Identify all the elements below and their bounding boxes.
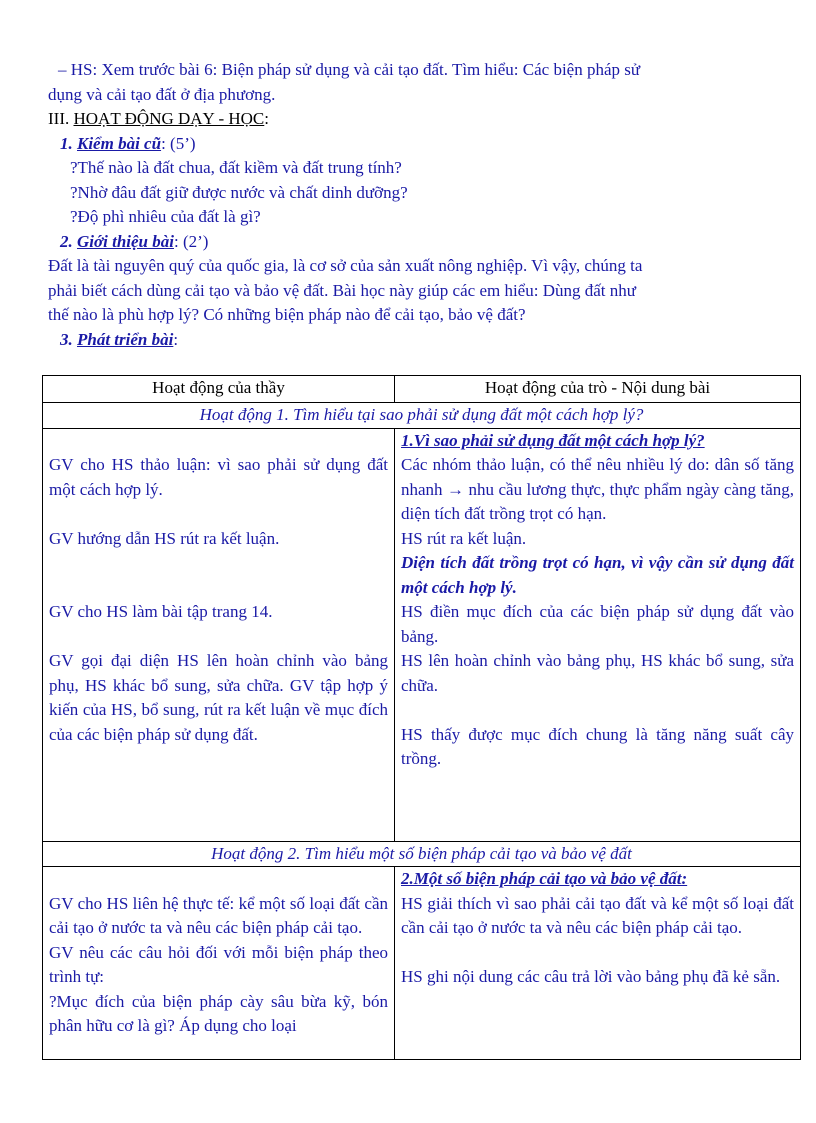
- subsection-1-time: : (5’): [161, 133, 196, 153]
- activity-1-student-cell: [395, 428, 801, 841]
- activity-1-teacher-cell: [43, 428, 395, 841]
- activity-1-title-row: [43, 403, 801, 429]
- subsection-1-title: Kiểm bài cũ: [77, 133, 162, 153]
- section-heading: [48, 107, 778, 132]
- teacher-step: GV cho HS liên hệ thực tế: kể một số loại đất cần cải tạo ở nước ta và nêu các biện pháp cải tạo.: [49, 893, 388, 937]
- prep-line-2: dụng và cải tạo đất ở địa phương.: [48, 84, 276, 104]
- subsection-1-number: 1.: [60, 133, 77, 153]
- activity-2-content-row: [43, 867, 801, 1060]
- intro-paragraph-line-1: Đất là tài nguyên quý của quốc gia, là cơ sở của sản xuất nông nghiệp. Vì vậy, chúng ta: [48, 256, 643, 275]
- student-response: HS ghi nội dung các câu trả lời vào bảng phụ đã kẻ sẵn.: [401, 967, 781, 986]
- student-response: HS điền mục đích của các biện pháp sử dụng đất vào bảng.: [401, 602, 794, 646]
- subsection-3-suffix: :: [173, 329, 179, 349]
- review-question-2: ?Nhờ đâu đất giữ được nước và chất dinh dưỡng?: [70, 182, 408, 202]
- intro-paragraph-line-3: thế nào là phù hợp lý? Có những biện pháp nào để cải tạo, bảo vệ đất?: [48, 305, 526, 324]
- student-response: HS thấy được mục đích chung là tăng năng suất cây trồng.: [401, 724, 794, 768]
- subsection-1-heading: [48, 132, 778, 157]
- student-response: HS giải thích vì sao phải cải tạo đất và kể một số loại đất cần cải tạo ở nước ta và nêu các biện pháp cải tạo.: [401, 893, 794, 937]
- activity-2-teacher-cell: [43, 867, 395, 1060]
- subsection-2-title: Giới thiệu bài: [77, 231, 174, 251]
- subsection-2-number: 2.: [60, 231, 77, 251]
- section-title: HOẠT ĐỘNG DẠY - HỌC: [73, 109, 265, 128]
- teacher-step: GV hướng dẫn HS rút ra kết luận.: [49, 528, 280, 548]
- review-question-3: ?Độ phì nhiêu của đất là gì?: [70, 207, 261, 226]
- review-question-1: ?Thế nào là đất chua, đất kiềm và đất trung tính?: [70, 158, 402, 177]
- section-prefix: III.: [48, 109, 74, 128]
- activity-1-content-row: [43, 428, 801, 841]
- activity-1-title: Hoạt động 1. Tìm hiểu tại sao phải sử dụng đất một cách hợp lý?: [43, 403, 801, 429]
- header-teacher: Hoạt động của thầy: [43, 376, 395, 403]
- teacher-step: ?Mục đích của biện pháp cày sâu bừa kỹ, bón phân hữu cơ là gì? Áp dụng cho loại: [49, 991, 388, 1035]
- student-conclusion: Diện tích đất trồng trọt có hạn, vì vậy cần sử dụng đất một cách hợp lý.: [401, 553, 794, 597]
- teacher-step: GV cho HS làm bài tập trang 14.: [49, 602, 273, 621]
- subsection-2-time: : (2’): [173, 231, 209, 251]
- section-suffix: :: [264, 109, 269, 128]
- student-response: HS rút ra kết luận.: [401, 528, 527, 548]
- subsection-3-heading: [48, 328, 778, 353]
- student-heading: 2.Một số biện pháp cải tạo và bảo vệ đất:: [401, 869, 688, 888]
- student-response: HS lên hoàn chỉnh vào bảng phụ, HS khác bổ sung, sửa chữa.: [401, 651, 794, 695]
- subsection-3-number: 3.: [60, 329, 77, 349]
- subsection-3-title: Phát triển bài: [77, 329, 174, 349]
- teacher-step: GV cho HS thảo luận: vì sao phải sử dụng đất một cách hợp lý.: [49, 455, 388, 499]
- table-header-row: [43, 376, 801, 403]
- student-response: Các nhóm thảo luận, có thể nêu nhiều lý do: dân số tăng nhanh → nhu cầu lương thực, thực phẩm ngày càng tăng, diện tích đất trồng trọt có hạn.: [401, 455, 794, 523]
- activity-2-student-cell: [395, 867, 801, 1060]
- lesson-intro: [48, 58, 778, 352]
- subsection-2-heading: [48, 230, 778, 255]
- intro-paragraph-line-2: phải biết cách dùng cải tạo và bảo vệ đất. Bài học này giúp các em hiểu: Dùng đất như: [48, 280, 636, 300]
- student-heading: 1.Vì sao phải sử dụng đất một cách hợp lý?: [401, 430, 705, 450]
- activity-2-title-row: [43, 841, 801, 867]
- teacher-step: GV nêu các câu hỏi đối với mỗi biện pháp theo trình tự:: [49, 942, 388, 986]
- activity-2-title: Hoạt động 2. Tìm hiểu một số biện pháp cải tạo và bảo vệ đất: [43, 841, 801, 867]
- lesson-activity-table: [42, 375, 801, 1060]
- header-student: Hoạt động của trò - Nội dung bài: [395, 376, 801, 403]
- prep-line-1: – HS: Xem trước bài 6: Biện pháp sử dụng và cải tạo đất. Tìm hiểu: Các biện pháp sử: [58, 60, 641, 79]
- teacher-step: GV gọi đại diện HS lên hoàn chỉnh vào bảng phụ, HS khác bổ sung, sửa chữa. GV tập hợp ý kiến của HS, bổ sung, rút ra kết luận về mục đích của các biện pháp sử dụng đất.: [49, 651, 388, 744]
